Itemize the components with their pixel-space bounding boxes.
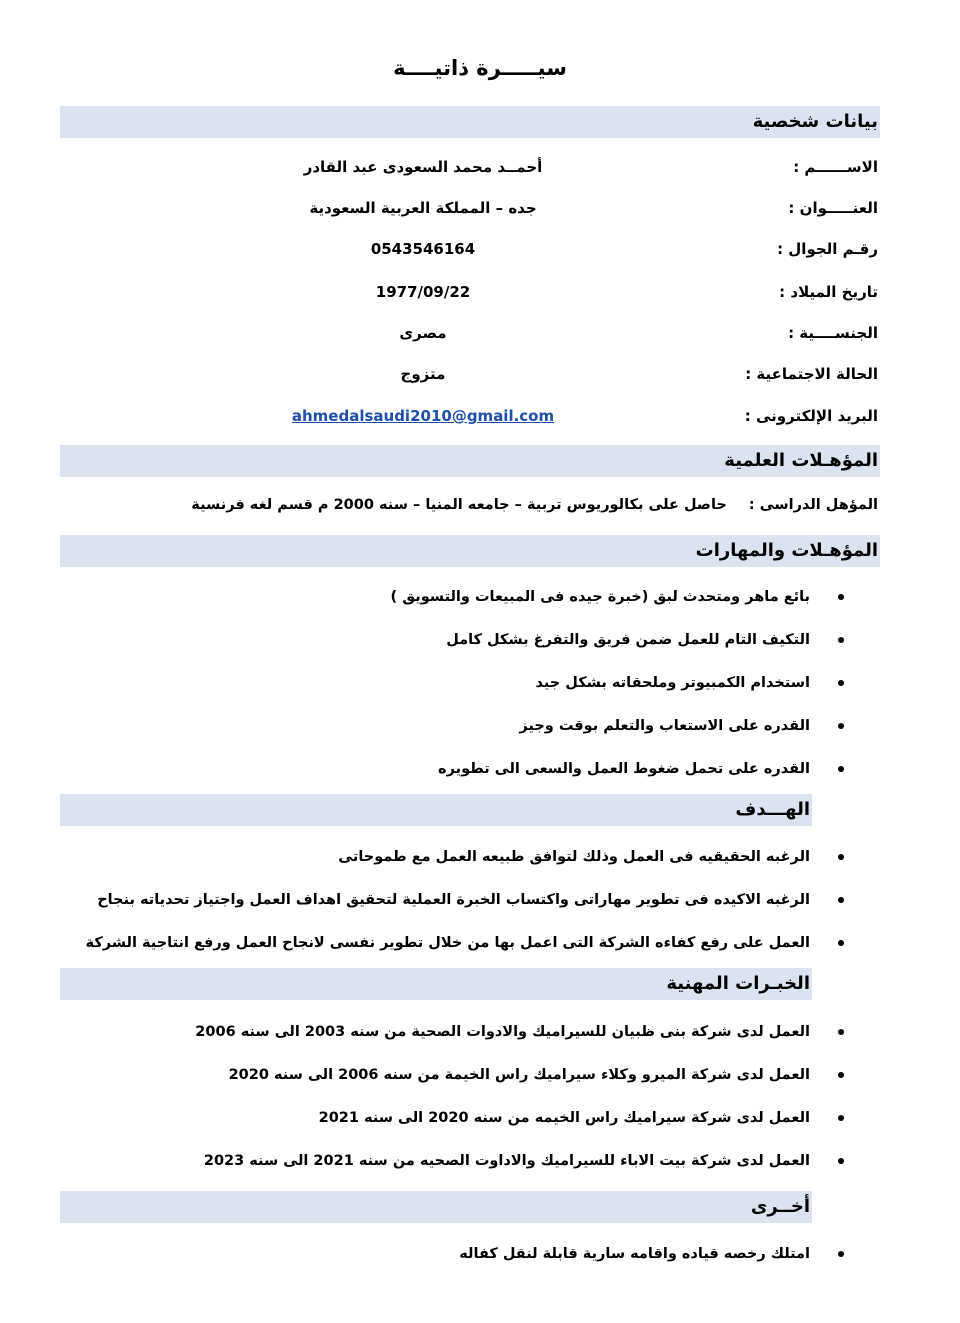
experience-item: العمل لدى شركة سيراميك راس الخيمه من سنه 2020 الى سنه 2021 bbox=[318, 1110, 810, 1126]
address-value: جده – المملكة العربية السعودية bbox=[309, 199, 537, 217]
section-heading-objective: الهـــدف bbox=[735, 799, 810, 820]
email-label: البريد الإلكترونى : bbox=[744, 407, 878, 425]
bullet-icon bbox=[838, 594, 844, 600]
skill-item: استخدام الكمبيوتر وملحقاته بشكل جيد bbox=[535, 675, 810, 691]
personal-row-name bbox=[60, 155, 878, 179]
marital-status-value: متزوج bbox=[400, 365, 446, 383]
personal-row-birthdate bbox=[60, 280, 878, 304]
experience-item: العمل لدى شركة بيت الاباء للسيراميك والاداوت الصحيه من سنه 2021 الى سنه 2023 bbox=[203, 1153, 810, 1169]
bullet-icon bbox=[838, 637, 844, 643]
bullet-icon bbox=[838, 1029, 844, 1035]
bullet-icon bbox=[838, 854, 844, 860]
marital-status-label: الحالة الاجتماعية : bbox=[745, 365, 878, 383]
mobile-label: رقـم الجوال : bbox=[777, 240, 878, 258]
education-value: حاصل على بكالوريوس تربية – جامعه المنيا – سنه 2000 م قسم لغه فرنسية bbox=[191, 497, 727, 513]
bullet-icon bbox=[838, 897, 844, 903]
experience-item: العمل لدى شركة بنى ظبيان للسيراميك والادوات الصحية من سنه 2003 الى سنه 2006 bbox=[195, 1024, 810, 1040]
address-label: العنـــــوان : bbox=[788, 199, 878, 217]
personal-row-address bbox=[60, 196, 878, 220]
mobile-value: 0543546164 bbox=[370, 240, 476, 258]
objective-item: الرغبه الحقيقيه فى العمل وذلك لتوافق طبيعه العمل مع طموحاتى bbox=[338, 849, 810, 865]
bullet-icon bbox=[838, 680, 844, 686]
skill-item: القدره على تحمل ضغوط العمل والسعى الى تطويره bbox=[438, 761, 810, 777]
bullet-icon bbox=[838, 940, 844, 946]
bullet-icon bbox=[838, 723, 844, 729]
section-heading-experience: الخبـرات المهنية bbox=[666, 973, 810, 994]
section-heading-other: أخــرى bbox=[750, 1196, 810, 1217]
section-heading-skills: المؤهـلات والمهارات bbox=[695, 540, 878, 561]
birthdate-value: 1977/09/22 bbox=[375, 283, 471, 301]
objective-item: العمل على رفع كفاءه الشركة التى اعمل بها من خلال تطوير نفسى لانجاح العمل ورفع انتاجية الشركة bbox=[85, 935, 810, 951]
nationality-label: الجنســــية : bbox=[788, 324, 878, 342]
personal-row-marital bbox=[60, 362, 878, 386]
bullet-icon bbox=[838, 1072, 844, 1078]
section-bar-other bbox=[60, 1191, 812, 1223]
education-label: المؤهل الدراسى : bbox=[748, 497, 878, 513]
email-link[interactable]: ahmedalsaudi2010@gmail.com bbox=[291, 407, 555, 425]
section-heading-education: المؤهـلات العلمية bbox=[724, 450, 878, 471]
bullet-icon bbox=[838, 1158, 844, 1164]
page-title: سيـــــرة ذاتيــــة bbox=[393, 56, 567, 80]
personal-row-nationality bbox=[60, 321, 878, 345]
skill-item: القدره على الاستعاب والتعلم بوقت وجيز bbox=[519, 718, 810, 734]
skill-item: التكيف التام للعمل ضمن فريق والتفرغ بشكل كامل bbox=[446, 632, 810, 648]
other-item: امتلك رخصه قياده واقامه سارية قابلة لنقل كفاله bbox=[459, 1246, 810, 1262]
name-value: أحمــد محمد السعودى عبد القادر bbox=[303, 158, 543, 176]
personal-row-mobile bbox=[60, 237, 878, 261]
bullet-icon bbox=[838, 766, 844, 772]
education-line bbox=[191, 494, 878, 516]
bullet-icon bbox=[838, 1115, 844, 1121]
bullet-icon bbox=[838, 1251, 844, 1257]
objective-item: الرغبه الاكيده فى تطوير مهاراتى واكتساب الخبرة العملية لتحقيق اهداف العمل واجتياز تحدياته بنجاح bbox=[97, 892, 810, 908]
section-bar-objective bbox=[60, 794, 812, 826]
birthdate-label: تاريخ الميلاد : bbox=[779, 283, 878, 301]
personal-row-email bbox=[60, 404, 878, 428]
nationality-value: مصرى bbox=[399, 324, 447, 342]
experience-item: العمل لدى شركة الميرو وكلاء سيراميك راس الخيمة من سنه 2006 الى سنه 2020 bbox=[228, 1067, 810, 1083]
name-label: الاســــــم : bbox=[793, 158, 878, 176]
skill-item: بائع ماهر ومتحدث لبق (خبرة جيده فى المبيعات والتسويق ) bbox=[390, 589, 810, 605]
section-heading-personal: بيانات شخصية bbox=[752, 111, 878, 132]
